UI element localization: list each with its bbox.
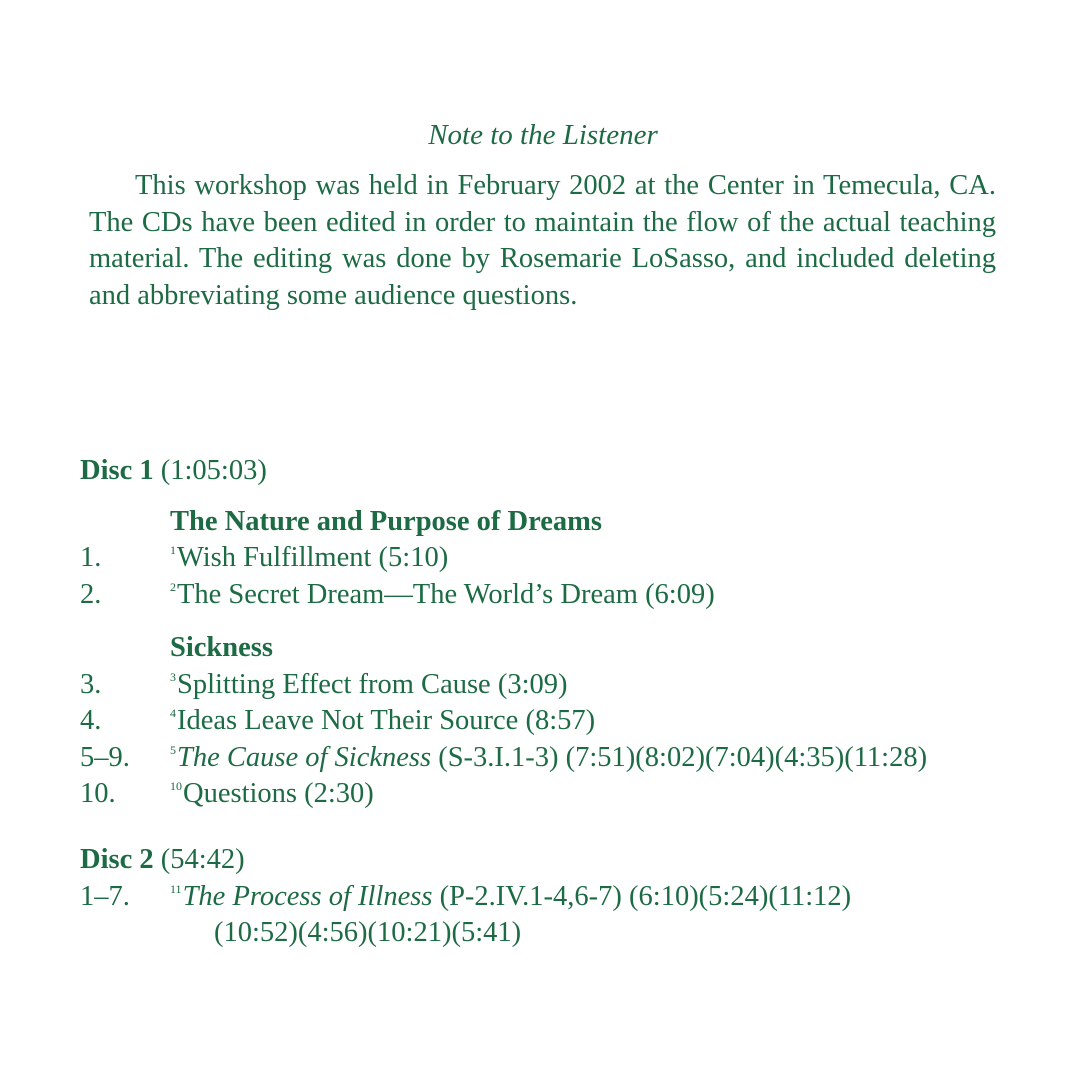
track-duration: (5:10) (371, 542, 449, 573)
disc-2-label: Disc 2 (80, 844, 154, 875)
section-title-dreams: The Nature and Purpose of Dreams (170, 506, 602, 537)
disc-2-duration: (54:42) (160, 844, 245, 875)
track-title: The Cause of Sickness (177, 742, 432, 773)
track-continuation: (10:52)(4:56)(10:21)(5:41) (214, 917, 522, 948)
section-title-sickness: Sickness (170, 632, 273, 663)
track-number: 4. (80, 705, 102, 736)
track-duration: (P-2.IV.1-4,6-7) (6:10)(5:24)(11:12) (432, 881, 852, 912)
track-title: Ideas Leave Not Their Source (177, 705, 519, 736)
track-title: Splitting Effect from Cause (177, 669, 491, 700)
track-title: Questions (183, 778, 297, 809)
note-title: Note to the Listener (428, 119, 658, 151)
track-title: The Process of Illness (182, 881, 433, 912)
track-title: The Secret Dream—The World’s Dream (177, 579, 638, 610)
disc-1-duration: (1:05:03) (160, 455, 267, 486)
footnote-ref: 3 (170, 670, 176, 684)
footnote-ref: 11 (170, 882, 182, 896)
footnote-ref: 1 (170, 543, 176, 557)
track-body (170, 576, 715, 618)
footnote-ref: 4 (170, 706, 176, 720)
track-number: 2. (80, 579, 102, 610)
track-duration: (3:09) (490, 669, 568, 700)
track-body (170, 539, 448, 581)
track-number: 10. (80, 778, 116, 809)
footnote-ref: 5 (170, 743, 176, 757)
disc-1-label: Disc 1 (80, 455, 154, 486)
disc-1-heading (80, 452, 267, 490)
note-body: This workshop was held in February 2002 at the Center in Temecula, CA. The CDs have been edited in order to maintain the flow of the actual teaching material. The editing was done by Rosemarie LoSasso, and included deleting and abbreviating some audience questions. (89, 170, 996, 311)
track-duration: (2:30) (297, 778, 374, 809)
track-number: 1. (80, 542, 102, 573)
track-number: 1–7. (80, 881, 130, 912)
footnote-ref: 2 (170, 580, 176, 594)
footnote-ref: 10 (170, 779, 182, 793)
track-body (170, 702, 595, 744)
track-duration: (6:09) (637, 579, 715, 610)
disc-2-heading (80, 841, 245, 879)
track-title: Wish Fulfillment (177, 542, 372, 573)
track-duration: (S-3.I.1-3) (7:51)(8:02)(7:04)(4:35)(11:28) (431, 742, 928, 773)
track-number: 3. (80, 669, 102, 700)
track-body (170, 775, 374, 817)
track-number: 5–9. (80, 742, 130, 773)
track-duration: (8:57) (518, 705, 596, 736)
